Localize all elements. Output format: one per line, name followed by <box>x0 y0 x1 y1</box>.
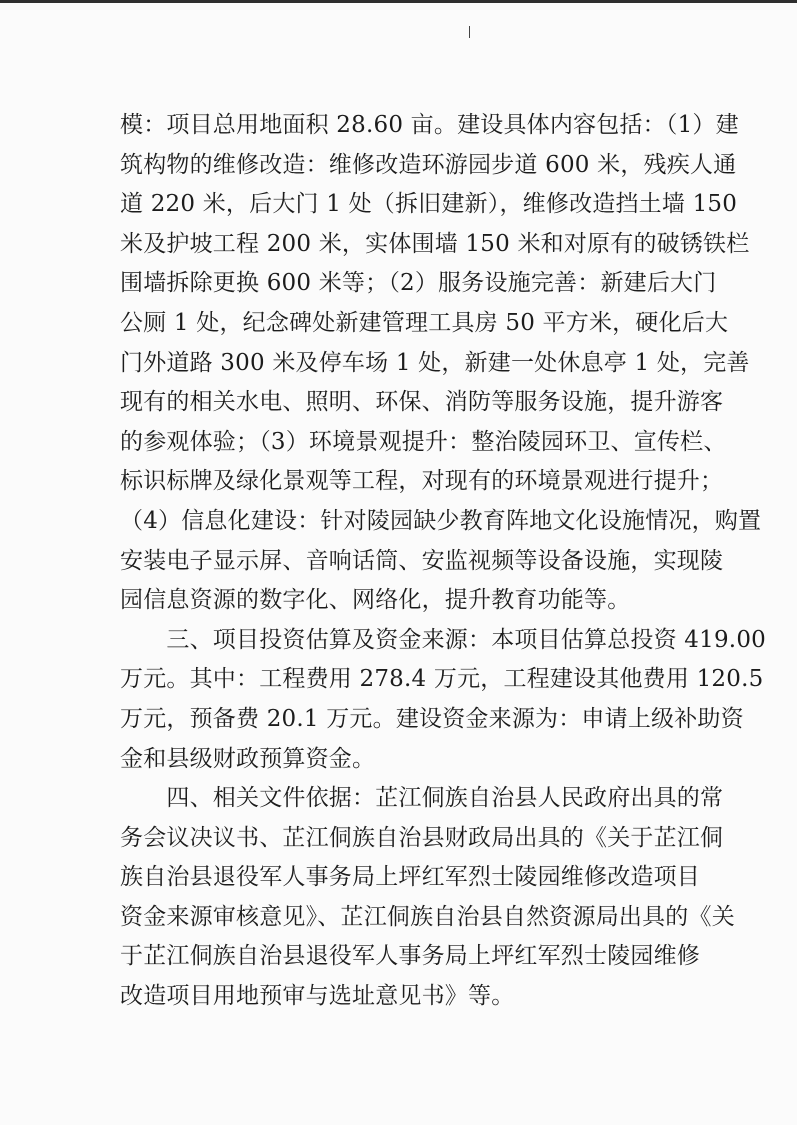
text-line: 万元，预备费 20.1 万元。建设资金来源为：申请上级补助资 <box>120 705 744 732</box>
document-body <box>120 106 766 1017</box>
text-line: 门外道路 300 米及停车场 1 处，新建一处休息亭 1 处，完善 <box>120 349 750 376</box>
text-line: 公厕 1 处，纪念碑处新建管理工具房 50 平方米，硬化后大 <box>120 309 729 336</box>
text-line: 资金来源审核意见》、芷江侗族自治县自然资源局出具的《关 <box>120 903 735 930</box>
text-line: 筑构物的维修改造：维修改造环游园步道 600 米，残疾人通 <box>120 151 737 178</box>
text-line: 模：项目总用地面积 28.60 亩。建设具体内容包括：（1）建 <box>120 112 739 138</box>
text-line: 围墙拆除更换 600 米等；（2）服务设施完善：新建后大门 <box>120 270 717 297</box>
scan-mark <box>469 26 470 38</box>
text-line: 米及护坡工程 200 米，实体围墙 150 米和对原有的破锈铁栏 <box>120 230 750 257</box>
text-line: 园信息资源的数字化、网络化，提升教育功能等。 <box>120 587 631 614</box>
text-line: 安装电子显示屏、音响话筒、安监视频等设备设施，实现陵 <box>120 547 724 574</box>
text-line: 于芷江侗族自治县退役军人事务局上坪红军烈士陵园维修 <box>120 943 700 970</box>
text-line: 三、项目投资估算及资金来源：本项目估算总投资 419.00 <box>120 626 766 653</box>
text-line: 标识标牌及绿化景观等工程，对现有的环境景观进行提升； <box>120 468 724 495</box>
text-line: 四、相关文件依据：芷江侗族自治县人民政府出具的常 <box>120 785 724 812</box>
text-line: 现有的相关水电、照明、环保、消防等服务设施，提升游客 <box>120 389 724 416</box>
text-line: 的参观体验；（3）环境景观提升：整治陵园环卫、宣传栏、 <box>120 428 727 455</box>
text-line: （4）信息化建设：针对陵园缺少教育阵地文化设施情况，购置 <box>120 507 762 534</box>
text-line: 改造项目用地预审与选址意见书》等。 <box>120 983 515 1010</box>
text-line: 金和县级财政预算资金。 <box>120 745 376 772</box>
scan-border <box>0 0 797 3</box>
text-line: 道 220 米，后大门 1 处（拆旧建新），维修改造挡土墙 150 <box>120 191 738 218</box>
text-line: 族自治县退役军人事务局上坪红军烈士陵园维修改造项目 <box>120 864 700 891</box>
text-line: 万元。其中：工程费用 278.4 万元，工程建设其他费用 120.5 <box>120 666 764 693</box>
text-line: 务会议决议书、芷江侗族自治县财政局出具的《关于芷江侗 <box>120 824 724 851</box>
